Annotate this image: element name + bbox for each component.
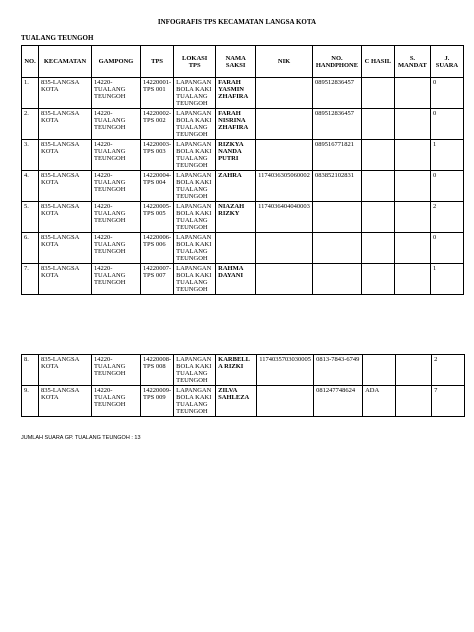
cell-no: 9.: [22, 386, 39, 417]
cell-suara: 0: [430, 233, 463, 264]
cell-no: 5.: [22, 202, 39, 233]
cell-tps: 14220002-TPS 002: [141, 109, 174, 140]
cell-kecamatan: 835-LANGSA KOTA: [39, 386, 92, 417]
cell-saksi: NIAZAH RIZKY: [216, 202, 256, 233]
cell-tps: 14220004-TPS 004: [141, 171, 174, 202]
cell-tps: 14220007-TPS 007: [141, 264, 174, 295]
cell-no: 8.: [22, 355, 39, 386]
cell-kecamatan: 835-LANGSA KOTA: [39, 355, 92, 386]
cell-handphone: 089516771821: [312, 140, 361, 171]
cell-saksi: RAHMA DAYANI: [216, 264, 256, 295]
cell-gampong: 14220-TUALANG TEUNGOH: [92, 171, 141, 202]
table-row: [22, 264, 464, 295]
cell-nik: [256, 78, 313, 109]
table-row: [22, 78, 464, 109]
cell-c-hasil: [361, 140, 394, 171]
cell-saksi: [216, 233, 256, 264]
cell-no: 3.: [22, 140, 39, 171]
cell-gampong: 14220-TUALANG TEUNGOH: [92, 386, 141, 417]
cell-nik: [256, 140, 313, 171]
cell-nik: 1174035703030005: [257, 355, 314, 386]
cell-s-mandat: [394, 202, 430, 233]
cell-suara: 7: [432, 386, 465, 417]
cell-kecamatan: 835-LANGSA KOTA: [39, 140, 92, 171]
cell-gampong: 14220-TUALANG TEUNGOH: [92, 78, 141, 109]
tps-table-continued: [21, 354, 465, 417]
cell-saksi: KARBELLA RIZKI: [216, 355, 257, 386]
cell-no: 4.: [22, 171, 39, 202]
cell-handphone: [312, 233, 361, 264]
cell-lokasi: LAPANGAN BOLA KAKI TUALANG TEUNGOH: [174, 233, 216, 264]
cell-nik: [256, 264, 313, 295]
table-header-row: [22, 46, 464, 78]
tps-table: [21, 45, 464, 295]
header-tps: TPS: [141, 46, 174, 78]
cell-handphone: 089512836457: [312, 78, 361, 109]
cell-gampong: 14220-TUALANG TEUNGOH: [92, 233, 141, 264]
cell-lokasi: LAPANGAN BOLA KAKI TUALANG TEUNGOH: [174, 264, 216, 295]
cell-nik: 1174036305060002: [256, 171, 313, 202]
cell-saksi: FARAH NISRINA ZHAFIRA: [216, 109, 256, 140]
cell-lokasi: LAPANGAN BOLA KAKI TUALANG TEUNGOH: [174, 355, 216, 386]
cell-handphone: [312, 264, 361, 295]
header-no: NO.: [22, 46, 39, 78]
cell-gampong: 14220-TUALANG TEUNGOH: [92, 264, 141, 295]
cell-nik: [256, 233, 313, 264]
total-votes-summary: JUMLAH SUARA GP. TUALANG TEUNGOH : 13: [21, 435, 141, 441]
cell-handphone: 083852102831: [312, 171, 361, 202]
header-kecamatan: KECAMATAN: [39, 46, 92, 78]
cell-handphone: 081247748624: [314, 386, 363, 417]
table-row: [22, 109, 464, 140]
header-nama-saksi: NAMA SAKSI: [216, 46, 256, 78]
cell-saksi: ZILVA SAHLEZA: [216, 386, 257, 417]
document-title: INFOGRAFIS TPS KECAMATAN LANGSA KOTA: [157, 18, 317, 26]
cell-no: 1.: [22, 78, 39, 109]
header-handphone: NO. HANDPHONE: [312, 46, 361, 78]
table-row: [22, 233, 464, 264]
cell-no: 2.: [22, 109, 39, 140]
cell-handphone: 0813-7843-6749: [314, 355, 363, 386]
cell-s-mandat: [394, 109, 430, 140]
cell-nik: [257, 386, 314, 417]
cell-lokasi: LAPANGAN BOLA KAKI TUALANG TEUNGOH: [174, 171, 216, 202]
cell-kecamatan: 835-LANGSA KOTA: [39, 78, 92, 109]
cell-lokasi: LAPANGAN BOLA KAKI TUALANG TEUNGOH: [174, 109, 216, 140]
cell-s-mandat: [396, 355, 432, 386]
cell-suara: 2: [430, 202, 463, 233]
cell-no: 7.: [22, 264, 39, 295]
cell-kecamatan: 835-LANGSA KOTA: [39, 264, 92, 295]
cell-nik: 1174036404040003: [256, 202, 313, 233]
cell-s-mandat: [394, 264, 430, 295]
cell-suara: 2: [432, 355, 465, 386]
cell-gampong: 14220-TUALANG TEUNGOH: [92, 109, 141, 140]
cell-tps: 14220008-TPS 008: [141, 355, 174, 386]
cell-gampong: 14220-TUALANG TEUNGOH: [92, 355, 141, 386]
cell-c-hasil: [361, 171, 394, 202]
cell-lokasi: LAPANGAN BOLA KAKI TUALANG TEUNGOH: [174, 78, 216, 109]
cell-tps: 14220006-TPS 006: [141, 233, 174, 264]
cell-c-hasil: [361, 233, 394, 264]
cell-s-mandat: [394, 140, 430, 171]
header-c-hasil: C HASIL: [361, 46, 394, 78]
cell-saksi: RIZKYA NANDA PUTRI: [216, 140, 256, 171]
header-s-mandat: S. MANDAT: [394, 46, 430, 78]
table-row: [22, 355, 465, 386]
header-gampong: GAMPONG: [92, 46, 141, 78]
cell-gampong: 14220-TUALANG TEUNGOH: [92, 202, 141, 233]
cell-kecamatan: 835-LANGSA KOTA: [39, 109, 92, 140]
cell-suara: 0: [430, 78, 463, 109]
cell-tps: 14220009-TPS 009: [141, 386, 174, 417]
cell-gampong: 14220-TUALANG TEUNGOH: [92, 140, 141, 171]
cell-suara: 1: [430, 140, 463, 171]
cell-s-mandat: [396, 386, 432, 417]
cell-kecamatan: 835-LANGSA KOTA: [39, 171, 92, 202]
table-row: [22, 386, 465, 417]
cell-c-hasil: [361, 109, 394, 140]
cell-suara: 1: [430, 264, 463, 295]
table-row: [22, 202, 464, 233]
cell-tps: 14220003-TPS 003: [141, 140, 174, 171]
cell-tps: 14220001-TPS 001: [141, 78, 174, 109]
table-row: [22, 140, 464, 171]
cell-s-mandat: [394, 78, 430, 109]
cell-kecamatan: 835-LANGSA KOTA: [39, 233, 92, 264]
cell-no: 6.: [22, 233, 39, 264]
cell-c-hasil: [361, 78, 394, 109]
cell-s-mandat: [394, 171, 430, 202]
cell-c-hasil: [363, 355, 396, 386]
cell-saksi: FARAH YASMIN ZHAFIRA: [216, 78, 256, 109]
cell-saksi: ZAHRA: [216, 171, 256, 202]
cell-lokasi: LAPANGAN BOLA KAKI TUALANG TEUNGOH: [174, 140, 216, 171]
cell-lokasi: LAPANGAN BOLA KAKI TUALANG TEUNGOH: [174, 202, 216, 233]
header-nik: NIK: [256, 46, 313, 78]
cell-handphone: [312, 202, 361, 233]
cell-tps: 14220005-TPS 005: [141, 202, 174, 233]
cell-s-mandat: [394, 233, 430, 264]
cell-suara: 0: [430, 171, 463, 202]
cell-suara: 0: [430, 109, 463, 140]
cell-nik: [256, 109, 313, 140]
cell-c-hasil: [361, 264, 394, 295]
document-subtitle: TUALANG TEUNGOH: [21, 34, 94, 42]
cell-handphone: 089512836457: [312, 109, 361, 140]
table-row: [22, 171, 464, 202]
cell-kecamatan: 835-LANGSA KOTA: [39, 202, 92, 233]
header-lokasi: LOKASI TPS: [174, 46, 216, 78]
cell-lokasi: LAPANGAN BOLA KAKI TUALANG TEUNGOH: [174, 386, 216, 417]
cell-c-hasil: ADA: [363, 386, 396, 417]
header-j-suara: J. SUARA: [430, 46, 463, 78]
cell-c-hasil: [361, 202, 394, 233]
